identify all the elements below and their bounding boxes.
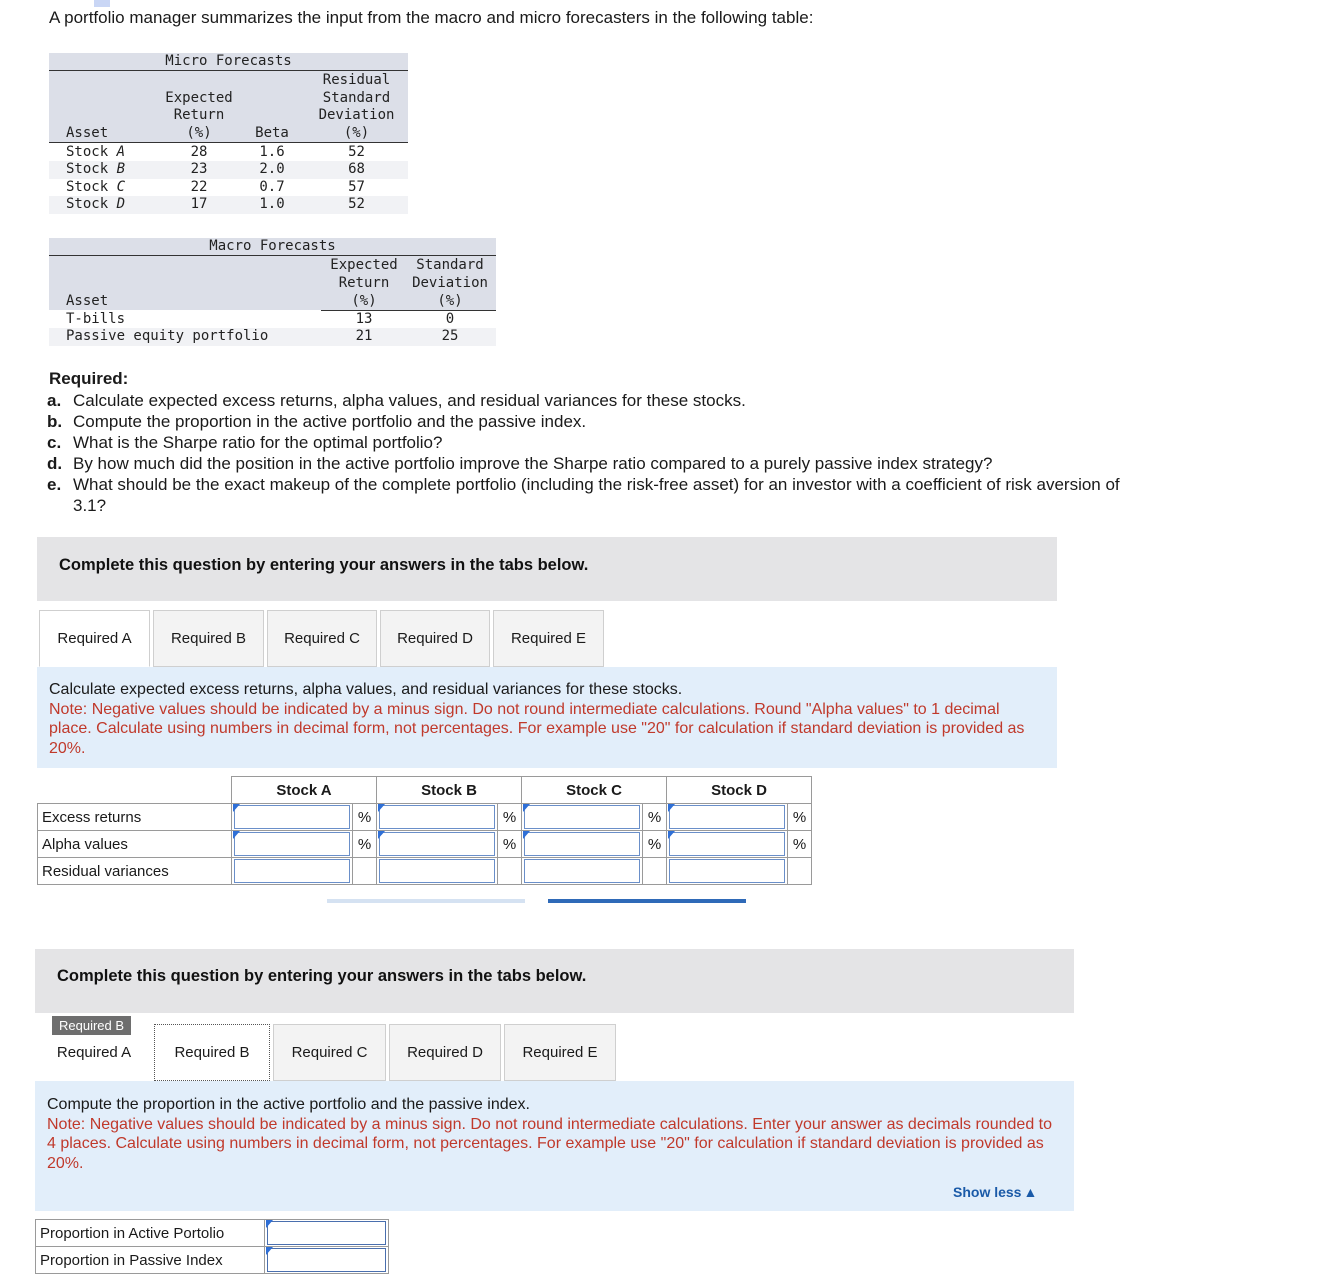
percent-unit: % [788, 831, 812, 858]
triangle-up-icon: ▲ [1023, 1184, 1038, 1200]
panel-b-note: Note: Negative values should be indicated by a minus sign. Do not round intermediate calculations. Enter your answer as decimals rounded to 4 places. Calculate using numbers in decimal form, not percentages. For example use "20" for calculation if standard deviation is provided as 20%. [47, 1115, 1053, 1172]
tab-required-c[interactable]: Required C [273, 1024, 386, 1081]
macro-header-er-2: Return [338, 275, 390, 291]
micro-row-rsd: 52 [348, 144, 365, 160]
tab-required-e[interactable]: Required E [504, 1024, 616, 1081]
macro-header-asset: Asset [66, 293, 109, 309]
macro-title: Macro Forecasts [209, 238, 336, 254]
micro-row-rsd: 68 [348, 161, 365, 177]
micro-row-beta: 2.0 [259, 161, 285, 177]
instructions-banner-b: Complete this question by entering your answers in the tabs below. [35, 949, 1074, 1013]
col-header-stock-a: Stock A [232, 777, 377, 804]
alpha-stock-d-input[interactable] [667, 831, 788, 858]
row-label-residual-variances: Residual variances [38, 858, 232, 885]
percent-unit: % [643, 804, 667, 831]
tab-required-d[interactable]: Required D [380, 610, 490, 667]
excess-returns-stock-a-input[interactable] [232, 804, 353, 831]
tab-required-a[interactable]: Required A [39, 610, 150, 667]
alpha-stock-a-input[interactable] [232, 831, 353, 858]
tab-required-d[interactable]: Required D [389, 1024, 501, 1081]
macro-row-asset: T-bills [66, 311, 126, 327]
micro-row-er: 23 [190, 161, 208, 177]
micro-header-beta: Beta [255, 125, 289, 141]
percent-unit: % [498, 831, 522, 858]
percent-unit: % [353, 804, 377, 831]
macro-header-sd-2: Deviation [412, 275, 488, 291]
micro-header-er-3: (%) [186, 125, 212, 141]
percent-unit: % [353, 831, 377, 858]
instructions-banner: Complete this question by entering your answers in the tabs below. [37, 537, 1057, 601]
required-item: d. By how much did the position in the active portfolio improve the Sharpe ratio compared to a purely passive index strategy? [47, 454, 993, 473]
panel-a-instructions [37, 667, 1057, 768]
micro-row-rsd: 52 [348, 196, 365, 212]
micro-forecasts-table [49, 53, 409, 215]
row-label-alpha-values: Alpha values [38, 831, 232, 858]
micro-row-rsd: 57 [348, 179, 365, 195]
micro-row-asset: Stock C [66, 179, 126, 195]
micro-row-asset: Stock A [66, 144, 126, 160]
residual-variance-stock-c-input[interactable] [522, 858, 643, 885]
micro-header-rsd-4: (%) [343, 125, 370, 141]
tab-bar [39, 610, 607, 667]
panel-b-instructions [35, 1081, 1074, 1211]
required-item: a. Calculate expected excess returns, alpha values, and residual variances for these stocks. [47, 391, 746, 410]
intro-text: A portfolio manager summarizes the input from the macro and micro forecasters in the following table: [49, 8, 814, 27]
percent-unit: % [498, 804, 522, 831]
macro-header-sd-3: (%) [437, 293, 463, 309]
proportion-passive-input[interactable] [265, 1247, 389, 1274]
micro-row-beta: 1.6 [259, 144, 285, 160]
micro-header-rsd-2: Standard [322, 90, 391, 106]
micro-header-er-1: Expected [165, 90, 233, 106]
tab-required-c[interactable]: Required C [267, 610, 377, 667]
tab-required-b[interactable]: Required B [153, 610, 264, 667]
show-less-link[interactable]: Show less ▲ [953, 1184, 1038, 1200]
required-item: e. What should be the exact makeup of the complete portfolio (including the risk-free asset) for an investor with a coefficient of risk aversion of 3.1? [47, 475, 1120, 515]
macro-header-er-1: Expected [330, 257, 398, 273]
required-item: b. Compute the proportion in the active portfolio and the passive index. [47, 412, 587, 431]
required-title: Required: [49, 369, 129, 388]
micro-row-er: 28 [190, 144, 208, 160]
micro-row-er: 22 [190, 179, 208, 195]
residual-variance-stock-a-input[interactable] [232, 858, 353, 885]
micro-row-asset: Stock B [66, 161, 126, 177]
tab-required-b[interactable]: Required B [154, 1024, 270, 1081]
tab-required-e[interactable]: Required E [493, 610, 604, 667]
row-label-excess-returns: Excess returns [38, 804, 232, 831]
residual-variance-stock-d-input[interactable] [667, 858, 788, 885]
macro-header-er-3: (%) [351, 293, 377, 309]
tab-bar-b [37, 1024, 619, 1081]
micro-row-beta: 1.0 [259, 196, 285, 212]
macro-forecasts-table [49, 238, 497, 348]
micro-row-beta: 0.7 [259, 179, 285, 195]
top-marker [94, 0, 110, 7]
tab-tooltip: Required B [52, 1016, 131, 1035]
macro-row-sd: 0 [445, 311, 455, 327]
col-header-stock-d: Stock D [667, 777, 812, 804]
panel-a-answer-table [37, 776, 812, 885]
proportion-active-input[interactable] [265, 1220, 389, 1247]
excess-returns-stock-c-input[interactable] [522, 804, 643, 831]
alpha-stock-c-input[interactable] [522, 831, 643, 858]
micro-row-asset: Stock D [66, 196, 126, 212]
micro-header-rsd-3: Deviation [318, 107, 395, 123]
row-label-active-proportion: Proportion in Active Portolio [36, 1220, 265, 1247]
alpha-stock-b-input[interactable] [377, 831, 498, 858]
macro-row-sd: 25 [441, 328, 459, 344]
panel-a-note: Note: Negative values should be indicated by a minus sign. Do not round intermediate calculations. Round "Alpha values" to 1 decimal place. Calculate using numbers in decimal form, not percentages. For example use "20" for calculation if standard deviation is provided as 20%. [49, 700, 1025, 757]
panel-a-instruction-text: Calculate expected excess returns, alpha values, and residual variances for these stocks. [49, 681, 683, 698]
percent-unit: % [643, 831, 667, 858]
macro-row-asset: Passive equity portfolio [66, 328, 269, 344]
macro-row-er: 21 [355, 328, 373, 344]
tab-required-a[interactable]: Required A [56, 1044, 132, 1061]
micro-header-rsd-1: Residual [322, 72, 391, 88]
micro-title: Micro Forecasts [165, 53, 292, 69]
micro-row-er: 17 [190, 196, 208, 212]
next-button-bar[interactable] [548, 899, 746, 903]
panel-b-instruction-text: Compute the proportion in the active portfolio and the passive index. [47, 1096, 530, 1113]
col-header-stock-b: Stock B [377, 777, 522, 804]
col-header-stock-c: Stock C [522, 777, 667, 804]
micro-header-er-2: Return [173, 107, 225, 123]
macro-row-er: 13 [355, 311, 373, 327]
excess-returns-stock-d-input[interactable] [667, 804, 788, 831]
panel-b-answer-table [35, 1219, 389, 1274]
percent-unit: % [788, 804, 812, 831]
micro-header-asset: Asset [66, 125, 109, 141]
excess-returns-stock-b-input[interactable] [377, 804, 498, 831]
prev-button-bar[interactable] [327, 899, 525, 903]
row-label-passive-proportion: Proportion in Passive Index [36, 1247, 265, 1274]
macro-header-sd-1: Standard [416, 257, 484, 273]
residual-variance-stock-b-input[interactable] [377, 858, 498, 885]
required-item: c. What is the Sharpe ratio for the optimal portfolio? [47, 433, 443, 452]
required-list [47, 390, 1137, 516]
